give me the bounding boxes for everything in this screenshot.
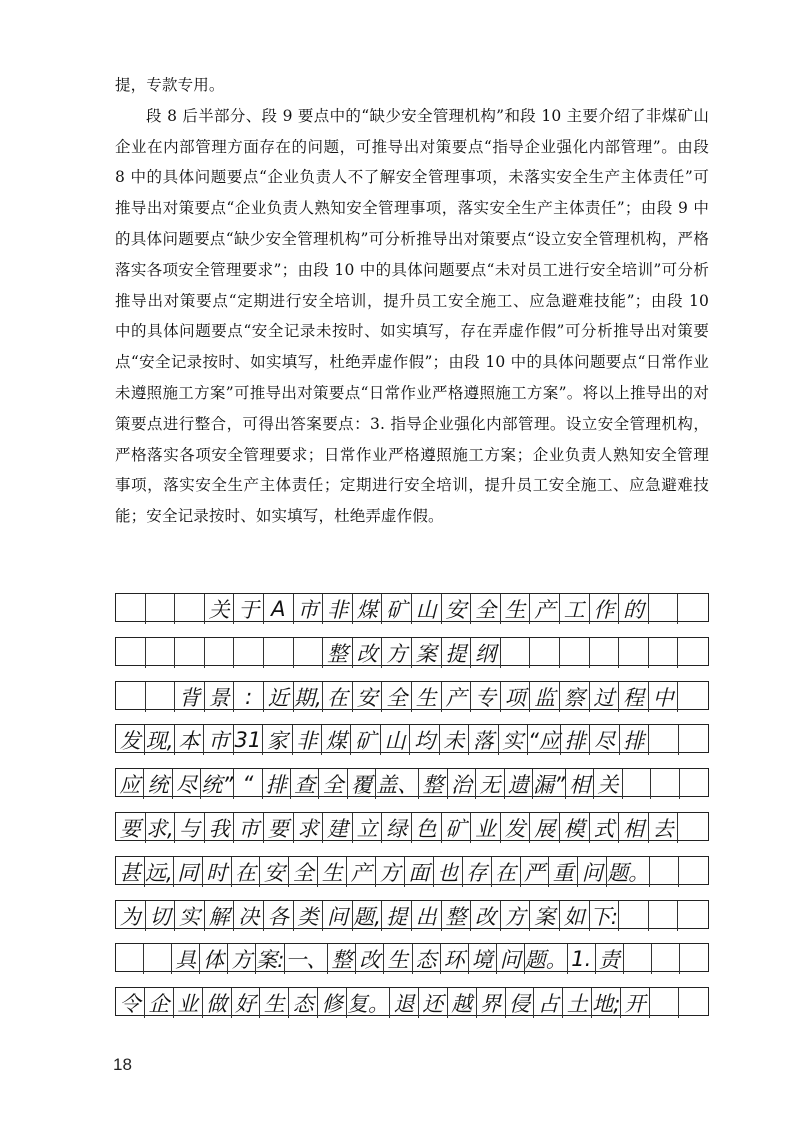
- grid-cell: 实: [499, 725, 528, 755]
- grid-cell: [624, 944, 652, 974]
- grid-cell: [678, 594, 708, 624]
- grid-cell: 非: [293, 725, 322, 755]
- grid-cell: 展: [530, 813, 560, 843]
- grid-cell: 未: [440, 725, 469, 755]
- grid-cell: 面: [405, 857, 434, 887]
- grid-cell: 生: [384, 944, 412, 974]
- grid-cell: A: [264, 594, 294, 624]
- grid-cell: 案: [412, 638, 442, 668]
- grid-cell: 监: [530, 682, 560, 712]
- grid-cell: 责: [596, 944, 624, 974]
- grid-cell: [649, 594, 679, 624]
- grid-cell: 过: [590, 682, 620, 712]
- grid-row: [115, 900, 709, 929]
- grid-cell: 全: [319, 769, 347, 799]
- grid-cell: [623, 769, 651, 799]
- grid-cell: [680, 944, 708, 974]
- grid-cell: [501, 638, 531, 668]
- grid-cell: 改: [353, 638, 383, 668]
- grid-cell: 的: [619, 594, 649, 624]
- grid-cell: 做: [203, 988, 232, 1018]
- grid-row: [115, 943, 709, 972]
- grid-cell: 占: [534, 988, 563, 1018]
- grid-cell: 好: [232, 988, 261, 1018]
- grid-cell: 远,: [145, 857, 174, 887]
- grid-cell: 近: [264, 682, 294, 712]
- grid-cell: 类: [294, 901, 324, 931]
- grid-cell: 覆: [348, 769, 376, 799]
- grid-cell: [146, 594, 176, 624]
- grid-cell: [678, 813, 708, 843]
- grid-cell: 市: [234, 813, 264, 843]
- grid-cell: 市: [204, 725, 233, 755]
- grid-row: [115, 681, 709, 710]
- grid-cell: [652, 944, 680, 974]
- grid-cell: 统: [144, 769, 172, 799]
- grid-cell: 山: [381, 725, 410, 755]
- grid-cell: 发: [501, 813, 531, 843]
- grid-cell: 均: [410, 725, 439, 755]
- paragraph-2: 段 8 后半部分、段 9 要点中的“缺少安全管理机构”和段 10 主要介绍了非煤矿山企业在内部管理方面存在的问题，可推导出对策要点“指导企业强化内部管理”。由段 8 中的具体问题要点“企业负责人不了解安全管理事项，未落实安全生产主体责任”可推导出对策要点“企业负责人熟知安全管理事项，落实安全生产主体责任”；由段 9 中的具体问题要点“缺少安全管理机构”可分析推导出对策要点“设立安全管理机构，严格落实各项安全管理要求”；由段 10 中的具体问题要点“未对员工进行安全培训”可分析推导出对策要点“定期进行安全培训，提升员工安全施工、应急避难技能”；由段 10 中的具体问题要点“安全记录未按时、如实填写，存在弄虚作假”可分析推导出对策要点“安全记录按时、如实填写，杜绝弄虚作假”；由段 10 中的具体问题要点“日常作业未遵照施工方案”可推导出对策要点“日常作业严格遵照施工方案”。将以上推导出的对策要点进行整合，可得出答案要点：3. 指导企业强化内部管理。设立安全管理机构，严格落实各项安全管理要求；日常作业严格遵照施工方案；企业负责人熟知安全管理事项，落实安全生产主体责任；定期进行安全培训，提升员工安全施工、应急避难技能；安全记录按时、如实填写，杜绝弄虚作假。: [115, 106, 709, 526]
- grid-cell: 应: [116, 769, 144, 799]
- grid-cell: 出: [412, 901, 442, 931]
- grid-cell: 产: [530, 594, 560, 624]
- grid-cell: 问: [497, 944, 525, 974]
- grid-cell: 背: [175, 682, 205, 712]
- grid-cell: 现,: [145, 725, 174, 755]
- grid-cell: 矿: [382, 594, 412, 624]
- grid-cell: 题。: [607, 857, 650, 887]
- grid-cell: 切: [146, 901, 176, 931]
- grid-cell: 矿: [351, 725, 380, 755]
- grid-cell: 退: [390, 988, 419, 1018]
- grid-cell: 地;: [592, 988, 621, 1018]
- grid-cell: 问: [578, 857, 607, 887]
- grid-cell: 也: [434, 857, 463, 887]
- grid-cell: 各: [264, 901, 294, 931]
- grid-cell: [530, 638, 560, 668]
- grid-cell: 绿: [382, 813, 412, 843]
- grid-cell: [116, 638, 146, 668]
- grid-cell: 无: [476, 769, 504, 799]
- grid-cell: 态: [413, 944, 441, 974]
- grid-cell: 31: [234, 725, 263, 755]
- grid-cell: [649, 725, 678, 755]
- grid-cell: 产: [347, 857, 376, 887]
- grid-cell: 严: [521, 857, 550, 887]
- grid-cell: 全: [289, 857, 318, 887]
- grid-cell: [234, 638, 264, 668]
- grid-cell: [678, 901, 708, 931]
- grid-cell: 环: [441, 944, 469, 974]
- grid-cell: 甚: [116, 857, 145, 887]
- grid-cell: 矿: [442, 813, 472, 843]
- grid-cell: 盖、: [376, 769, 419, 799]
- grid-cell: 山: [412, 594, 442, 624]
- grid-cell: “: [234, 769, 262, 799]
- grid-cell: 非: [323, 594, 353, 624]
- grid-cell: 为: [116, 901, 146, 931]
- grid-cell: 实: [175, 901, 205, 931]
- grid-cell: 企: [145, 988, 174, 1018]
- grid-cell: 案: [530, 901, 560, 931]
- grid-cell: [619, 638, 649, 668]
- grid-cell: 在: [323, 682, 353, 712]
- grid-row: [115, 724, 709, 753]
- grid-cell: 家: [263, 725, 292, 755]
- grid-cell: 关: [594, 769, 622, 799]
- grid-cell: 作: [590, 594, 620, 624]
- grid-row: [115, 637, 709, 666]
- grid-cell: 式: [590, 813, 620, 843]
- grid-cell: 开: [621, 988, 650, 1018]
- grid-cell: 纲: [471, 638, 501, 668]
- grid-cell: 排: [263, 769, 291, 799]
- grid-cell: 1.: [568, 944, 596, 974]
- grid-cell: 于: [234, 594, 264, 624]
- grid-cell: 生: [318, 857, 347, 887]
- grid-cell: 求,: [146, 813, 176, 843]
- grid-cell: [651, 769, 679, 799]
- grid-cell: 决: [234, 901, 264, 931]
- grid-cell: 方: [376, 857, 405, 887]
- grid-cell: 整: [442, 901, 472, 931]
- grid-cell: 生: [501, 594, 531, 624]
- grid-cell: 具: [172, 944, 200, 974]
- grid-cell: 问: [323, 901, 353, 931]
- grid-cell: 建: [323, 813, 353, 843]
- grid-cell: 色: [412, 813, 442, 843]
- grid-cell: [294, 638, 324, 668]
- grid-cell: 提: [442, 638, 472, 668]
- grid-cell: 如: [560, 901, 590, 931]
- grid-row: [115, 856, 709, 885]
- grid-cell: 排: [561, 725, 590, 755]
- grid-row: [115, 987, 709, 1016]
- grid-cell: 关: [205, 594, 235, 624]
- grid-cell: 全: [382, 682, 412, 712]
- grid-cell: 存: [463, 857, 492, 887]
- grid-cell: 煤: [353, 594, 383, 624]
- grid-cell: 工: [560, 594, 590, 624]
- grid-cell: 整: [419, 769, 447, 799]
- grid-cell: 越: [448, 988, 477, 1018]
- grid-cell: 项: [501, 682, 531, 712]
- grid-cell: [679, 988, 708, 1018]
- grid-cell: [146, 638, 176, 668]
- grid-cell: 排: [620, 725, 649, 755]
- grid-cell: 重: [549, 857, 578, 887]
- grid-cell: 与: [175, 813, 205, 843]
- grid-cell: [175, 638, 205, 668]
- grid-cell: 方: [501, 901, 531, 931]
- grid-cell: 改: [471, 901, 501, 931]
- grid-cell: 察: [560, 682, 590, 712]
- grid-cell: 体: [200, 944, 228, 974]
- grid-cell: 期,: [294, 682, 324, 712]
- grid-cell: 安: [353, 682, 383, 712]
- grid-cell: [146, 682, 176, 712]
- grid-cell: 提: [382, 901, 412, 931]
- grid-cell: 发: [116, 725, 145, 755]
- grid-cell: [679, 725, 708, 755]
- grid-cell: 市: [294, 594, 324, 624]
- grid-cell: [649, 638, 679, 668]
- grid-row: [115, 812, 709, 841]
- grid-cell: [264, 638, 294, 668]
- grid-cell: [619, 901, 649, 931]
- grid-cell: 界: [477, 988, 506, 1018]
- grid-cell: 安: [442, 594, 472, 624]
- grid-cell: 落: [469, 725, 498, 755]
- grid-cell: [678, 682, 708, 712]
- grid-cell: 中: [649, 682, 679, 712]
- grid-cell: 程: [619, 682, 649, 712]
- grid-cell: 还: [419, 988, 448, 1018]
- grid-cell: 境: [469, 944, 497, 974]
- grid-cell: 复。: [347, 988, 390, 1018]
- grid-cell: 改: [356, 944, 384, 974]
- grid-cell: 同: [174, 857, 203, 887]
- grid-cell: 整: [328, 944, 356, 974]
- grid-cell: 令: [116, 988, 145, 1018]
- grid-cell: [116, 594, 146, 624]
- grid-cell: 我: [205, 813, 235, 843]
- grid-cell: 整: [323, 638, 353, 668]
- grid-cell: 解: [205, 901, 235, 931]
- grid-row: [115, 593, 709, 622]
- grid-cell: 产: [442, 682, 472, 712]
- grid-cell: [590, 638, 620, 668]
- grid-cell: 要: [264, 813, 294, 843]
- page-number: 18: [113, 1055, 132, 1074]
- grid-cell: 生: [412, 682, 442, 712]
- grid-cell: [116, 944, 144, 974]
- grid-cell: [680, 769, 708, 799]
- grid-cell: [116, 682, 146, 712]
- grid-cell: 安: [260, 857, 289, 887]
- grid-cell: 漏”: [533, 769, 566, 799]
- grid-cell: [560, 638, 590, 668]
- grid-cell: 土: [563, 988, 592, 1018]
- grid-cell: [175, 594, 205, 624]
- grid-cell: 立: [353, 813, 383, 843]
- grid-cell: 题。: [525, 944, 568, 974]
- explanation-text: [115, 70, 709, 532]
- grid-cell: 业: [471, 813, 501, 843]
- grid-cell: 相: [619, 813, 649, 843]
- grid-cell: 去: [649, 813, 679, 843]
- grid-cell: 业: [174, 988, 203, 1018]
- grid-cell: 治: [448, 769, 476, 799]
- grid-cell: 模: [560, 813, 590, 843]
- grid-cell: 修: [318, 988, 347, 1018]
- grid-cell: [205, 638, 235, 668]
- grid-cell: [650, 988, 679, 1018]
- grid-cell: 统”: [201, 769, 234, 799]
- handwritten-answer-grid: [115, 593, 709, 1031]
- grid-cell: 方: [228, 944, 256, 974]
- grid-cell: [649, 901, 679, 931]
- grid-cell: 题,: [353, 901, 383, 931]
- grid-cell: 下:: [590, 901, 620, 931]
- grid-cell: 全: [471, 594, 501, 624]
- grid-cell: 专: [471, 682, 501, 712]
- grid-cell: [650, 857, 679, 887]
- grid-cell: 一、: [285, 944, 328, 974]
- grid-row: [115, 768, 709, 797]
- grid-cell: 在: [232, 857, 261, 887]
- paragraph-1: 提，专款专用。: [115, 76, 225, 94]
- grid-cell: 本: [175, 725, 204, 755]
- grid-cell: [144, 944, 172, 974]
- grid-cell: 在: [492, 857, 521, 887]
- grid-cell: 态: [289, 988, 318, 1018]
- grid-cell: 遗: [505, 769, 533, 799]
- grid-cell: 侵: [506, 988, 535, 1018]
- grid-cell: 案:: [256, 944, 285, 974]
- grid-cell: “应: [528, 725, 561, 755]
- grid-cell: 相: [566, 769, 594, 799]
- grid-cell: 尽: [173, 769, 201, 799]
- grid-cell: 方: [382, 638, 412, 668]
- grid-cell: :: [234, 682, 264, 712]
- grid-cell: [679, 857, 708, 887]
- grid-cell: 景: [205, 682, 235, 712]
- grid-cell: 生: [260, 988, 289, 1018]
- grid-cell: 时: [203, 857, 232, 887]
- grid-cell: [678, 638, 708, 668]
- grid-cell: 要: [116, 813, 146, 843]
- grid-cell: 查: [291, 769, 319, 799]
- grid-cell: 煤: [322, 725, 351, 755]
- grid-cell: 尽: [590, 725, 619, 755]
- grid-cell: 求: [294, 813, 324, 843]
